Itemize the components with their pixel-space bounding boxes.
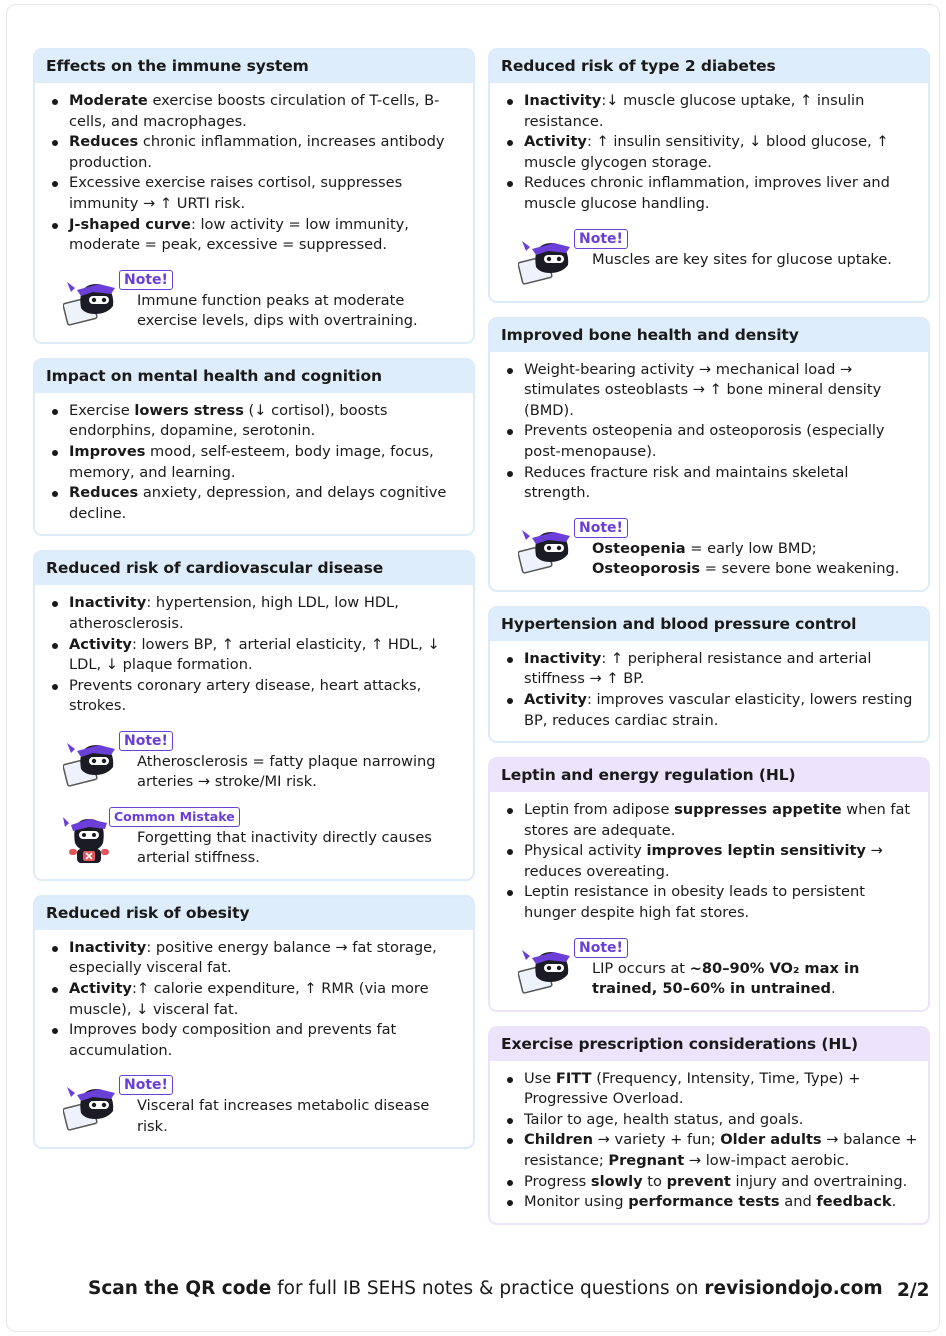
bullet-keyword: Children [524,1131,594,1149]
bullet-keyword: Moderate [69,92,148,109]
ninja-mascot-icon [63,278,123,330]
note-text-post: . [831,980,836,998]
card-body [490,792,928,1010]
bullet-text: → variety + fun; [593,1131,721,1149]
card-body [35,930,473,1148]
bullet-item [504,463,918,504]
bullet-item [504,421,918,462]
note-tag: Note! [574,938,628,958]
bullet-item [49,938,463,979]
bullet-item [49,593,463,634]
card-body [490,352,928,590]
note-definition: = severe bone weakening. [700,560,900,578]
bullet-text: :↓ muscle glucose uptake, ↑ insulin resistance. [524,92,865,130]
bullet-text: injury and overtraining. [730,1172,908,1190]
ninja-mascot-icon [518,946,578,998]
note-line [592,539,918,560]
card-title: Reduced risk of obesity [35,897,473,930]
bullet-keyword: Improves [69,442,146,460]
note-callout [518,518,918,580]
note-line [592,559,918,580]
card-body [490,641,928,741]
bullet-text: Reduces fracture risk and maintains skeletal strength. [524,463,849,502]
ninja-mascot-icon [63,739,123,791]
bullet-item [49,215,463,256]
note-callout [518,938,918,1000]
bullet-text: Use [524,1069,556,1087]
bullet-keyword: prevent [666,1172,731,1190]
card-title: Impact on mental health and cognition [35,360,473,393]
note-text [592,518,918,580]
bullet-item [49,442,463,483]
bullet-keyword: FITT [555,1069,592,1087]
footer-cta [88,1278,883,1299]
bullet-list [49,593,463,717]
bullet-item [504,690,918,731]
bullet-keyword: Activity [69,980,132,998]
note-text-pre: LIP occurs at [592,959,690,977]
bullet-item [504,882,918,923]
bullet-item [49,91,463,132]
bullet-keyword: lowers stress [134,401,244,419]
bullet-text: Excessive exercise raises cortisol, suppresses immunity → ↑ URTI risk. [69,174,403,212]
bullet-keyword: Inactivity [69,938,147,956]
bullet-text: (Frequency, Intensity, Time, Type) + Progressive Overload. [524,1069,861,1108]
bullet-item [504,841,918,882]
bullet-text: : improves vascular elasticity, lowers resting BP, reduces cardiac strain. [524,690,913,729]
bullet-item [504,1130,918,1171]
card-body [490,1061,928,1223]
note-text-bold: ~80–90% VO₂ max in trained, 50–60% in untrained [592,959,860,998]
bullet-text: Leptin resistance in obesity leads to persistent hunger despite high fat stores. [524,883,865,922]
footer-site-link[interactable]: revisiondojo.com [704,1278,883,1299]
bullet-text: → reduces overeating. [524,842,883,880]
bullet-item [504,800,918,841]
bullet-text: : positive energy balance → fat storage, especially visceral fat. [69,938,437,977]
bullet-text: → low-impact aerobic. [684,1152,850,1170]
bullet-keyword: Reduces [69,484,139,502]
bullet-text: : low activity = low immunity, moderate = peak, excessive = suppressed. [69,215,409,254]
bullet-keyword: Inactivity [524,649,602,667]
topic-card [488,1026,930,1225]
topic-card [488,317,930,592]
note-tag: Note! [119,1075,173,1095]
topic-card [33,550,475,881]
bullet-text: :↑ calorie expenditure, ↑ RMR (via more muscle), ↓ visceral fat. [69,980,429,1018]
bullet-list [504,649,918,731]
note-text [592,938,918,1000]
bullet-item [504,1110,918,1131]
card-body [35,585,473,879]
bullet-text: : hypertension, high LDL, low HDL, atherosclerosis. [69,594,399,632]
bullet-item [49,132,463,173]
common-mistake-callout [63,807,463,869]
note-term: Osteopenia [592,539,686,557]
bullet-text: Leptin from adipose [524,801,675,819]
bullet-item [504,1192,918,1213]
bullet-keyword: performance tests [628,1193,780,1211]
footer-bold-scan: Scan the QR code [88,1278,272,1299]
bullet-list [504,800,918,924]
note-text: Immune function peaks at moderate exercise levels, dips with overtraining. [137,291,418,330]
bullet-text: Prevents osteopenia and osteoporosis (especially post-menopause). [524,422,885,460]
common-mistake-tag: Common Mistake [109,807,240,827]
bullet-text: chronic inflammation, increases antibody production. [69,133,445,171]
note-callout [63,1075,463,1137]
bullet-text: Progress [524,1172,591,1190]
bullet-text: Physical activity [524,842,647,860]
bullet-keyword: Inactivity [69,594,147,612]
note-text: Forgetting that inactivity directly causes arterial stiffness. [137,828,432,867]
bullet-item [504,1069,918,1110]
topic-card [488,48,930,303]
bullet-keyword: feedback [816,1193,892,1211]
bullet-item [49,401,463,442]
page-number: 2/2 [897,1280,930,1301]
bullet-keyword: Activity [524,690,587,708]
card-body [490,83,928,301]
bullet-keyword: Activity [69,635,132,653]
bullet-keyword: Activity [524,133,587,151]
bullet-text: Improves body composition and prevents fat accumulation. [69,1021,397,1059]
topic-card [33,358,475,537]
card-body [35,393,473,535]
note-text: Visceral fat increases metabolic disease risk. [137,1097,430,1135]
note-text: Atherosclerosis = fatty plaque narrowing arteries → stroke/MI risk. [137,752,436,791]
bullet-item [504,173,918,214]
footer-text: for full IB SEHS notes & practice questions on [271,1278,705,1299]
bullet-list [49,401,463,525]
card-title: Reduced risk of type 2 diabetes [490,50,928,83]
bullet-text: to [642,1172,667,1190]
card-title: Exercise prescription considerations (HL) [490,1028,928,1061]
bullet-list [504,91,918,215]
card-title: Effects on the immune system [35,50,473,83]
card-title: Reduced risk of cardiovascular disease [35,552,473,585]
bullet-item [49,635,463,676]
note-tag: Note! [574,518,628,538]
topic-card [33,895,475,1150]
bullet-item [49,173,463,214]
bullet-list [49,91,463,256]
bullet-keyword: Pregnant [608,1152,685,1170]
bullet-keyword: Inactivity [524,92,602,109]
bullet-item [49,1020,463,1061]
topic-card [33,48,475,344]
bullet-keyword: suppresses appetite [674,801,842,819]
bullet-text: Monitor using [524,1193,629,1211]
ninja-mascot-icon [518,237,578,289]
note-tag: Note! [119,270,173,290]
bullet-text: exercise boosts circulation of T-cells, B-cells, and macrophages. [69,92,440,130]
bullet-text: Weight-bearing activity → mechanical load → stimulates osteoblasts → ↑ bone mineral density (BMD). [524,360,882,419]
ninja-mascot-icon [63,1083,123,1135]
bullet-text: . [891,1193,897,1211]
bullet-text: (↓ cortisol), boosts endorphins, dopamine, serotonin. [69,401,388,440]
left-column [33,48,475,1163]
note-callout [63,731,463,793]
bullet-keyword: Reduces [69,133,139,151]
bullet-list [504,360,918,504]
bullet-item [504,1172,918,1193]
bullet-item [504,91,918,132]
topic-card [488,757,930,1012]
bullet-text: anxiety, depression, and delays cognitive decline. [69,484,447,522]
bullet-item [49,483,463,524]
bullet-text: Prevents coronary artery disease, heart attacks, strokes. [69,676,422,715]
bullet-keyword: Older adults [720,1131,822,1149]
bullet-text: Exercise [69,401,135,419]
bullet-item [504,132,918,173]
topic-card [488,606,930,743]
bullet-item [49,979,463,1020]
note-tag: Note! [574,229,628,249]
bullet-text: Reduces chronic inflammation, improves liver and muscle glucose handling. [524,174,890,212]
right-column [488,48,930,1239]
note-callout [63,270,463,332]
bullet-keyword: J-shaped curve [69,215,191,233]
bullet-keyword: improves leptin sensitivity [646,842,866,860]
bullet-text: mood, self-esteem, body image, focus, memory, and learning. [69,442,434,481]
bullet-keyword: slowly [590,1172,643,1190]
bullet-item [504,649,918,690]
bullet-text: when fat stores are adequate. [524,801,911,839]
bullet-text: and [779,1193,817,1211]
bullet-list [504,1069,918,1213]
bullet-text: : ↑ peripheral resistance and arterial stiffness → ↑ BP. [524,649,872,688]
bullet-text: Tailor to age, health status, and goals. [524,1110,804,1128]
note-text: Muscles are key sites for glucose uptake. [592,250,892,268]
note-callout [518,229,918,291]
bullet-text: → balance + resistance; [524,1131,918,1170]
note-definition: = early low BMD; [685,539,817,557]
ninja-mascot-icon [518,526,578,578]
bullet-list [49,938,463,1062]
card-title: Improved bone health and density [490,319,928,352]
card-title: Hypertension and blood pressure control [490,608,928,641]
note-tag: Note! [119,731,173,751]
bullet-text: : ↑ insulin sensitivity, ↓ blood glucose, ↑ muscle glycogen storage. [524,133,889,171]
bullet-item [49,676,463,717]
bullet-item [504,360,918,422]
card-title: Leptin and energy regulation (HL) [490,759,928,792]
bullet-text: : lowers BP, ↑ arterial elasticity, ↑ HDL, ↓ LDL, ↓ plaque formation. [69,635,440,674]
note-term: Osteoporosis [592,560,701,578]
card-body [35,83,473,342]
